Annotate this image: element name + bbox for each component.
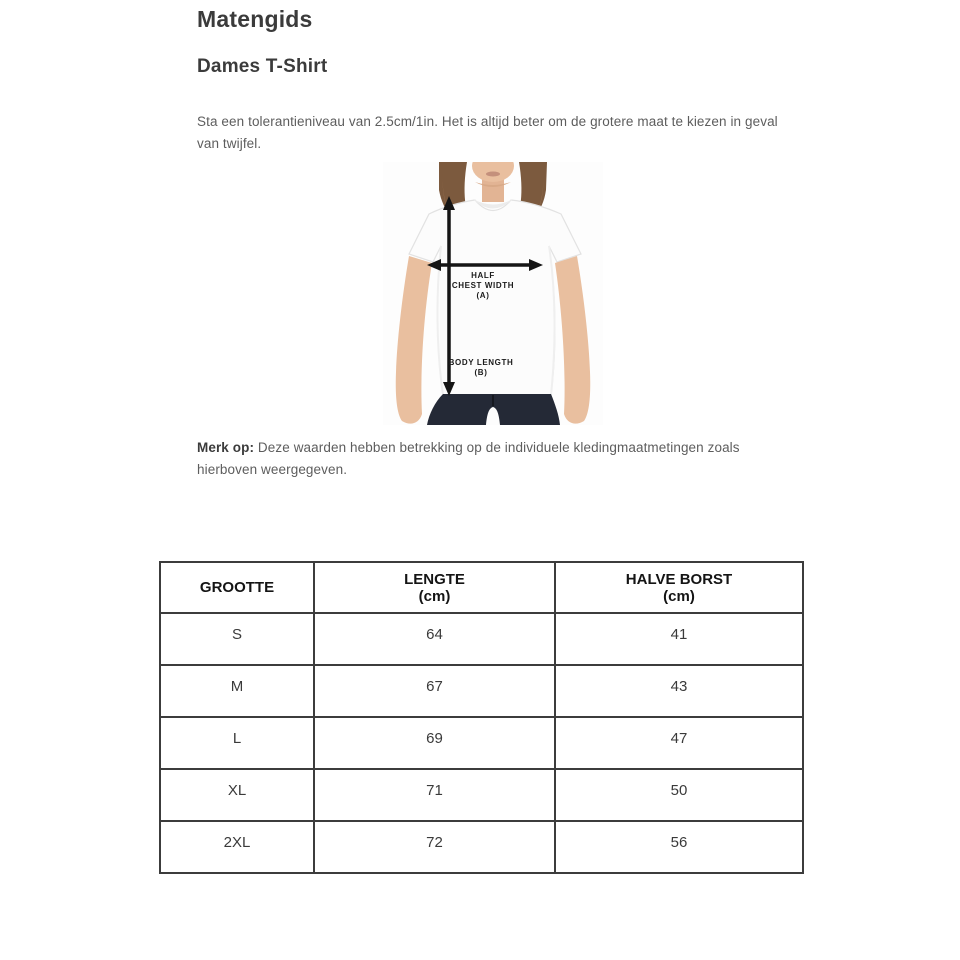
header-length xyxy=(314,562,555,613)
half-chest-cell: 50 xyxy=(555,769,803,821)
half-chest-label-line1: HALF xyxy=(471,271,495,280)
body-length-label-line1: BODY LENGTH xyxy=(448,358,514,367)
header-half-chest xyxy=(555,562,803,613)
measurement-diagram xyxy=(383,162,603,425)
length-cell: 64 xyxy=(314,613,555,665)
half-chest-cell: 41 xyxy=(555,613,803,665)
size-cell: L xyxy=(160,717,314,769)
header-half-chest-label: HALVE BORST xyxy=(625,570,733,588)
tshirt-measurement-illustration xyxy=(383,162,603,425)
length-cell: 69 xyxy=(314,717,555,769)
header-size xyxy=(160,562,314,613)
table-row xyxy=(160,665,803,717)
half-chest-label-line2: CHEST WIDTH xyxy=(451,281,515,290)
header-half-chest-unit: (cm) xyxy=(663,587,695,605)
note-label: Merk op: xyxy=(197,440,255,455)
product-name: Dames T-Shirt xyxy=(197,56,328,77)
note-paragraph xyxy=(197,437,775,481)
note-text: Deze waarden hebben betrekking op de individuele kledingmaatmetingen zoals hierboven weergegeven. xyxy=(197,440,740,477)
body-length-label-line2: (B) xyxy=(474,368,488,377)
size-cell: S xyxy=(160,613,314,665)
half-chest-cell: 43 xyxy=(555,665,803,717)
table-row xyxy=(160,821,803,873)
header-size-label: GROOTTE xyxy=(199,579,275,596)
size-cell: M xyxy=(160,665,314,717)
table-row xyxy=(160,717,803,769)
table-row xyxy=(160,613,803,665)
half-chest-label-line3: (A) xyxy=(476,291,490,300)
half-chest-cell: 47 xyxy=(555,717,803,769)
tolerance-paragraph: Sta een tolerantieniveau van 2.5cm/1in. Het is altijd beter om de grotere maat te kiezen in geval van twijfel. xyxy=(197,114,778,151)
table-row xyxy=(160,769,803,821)
half-chest-cell: 56 xyxy=(555,821,803,873)
size-cell: 2XL xyxy=(160,821,314,873)
size-table xyxy=(159,561,804,874)
header-length-unit: (cm) xyxy=(418,587,451,605)
table-header-row xyxy=(160,562,803,613)
length-cell: 72 xyxy=(314,821,555,873)
size-cell: XL xyxy=(160,769,314,821)
length-cell: 67 xyxy=(314,665,555,717)
header-length-label: LENGTE xyxy=(404,570,465,588)
length-cell: 71 xyxy=(314,769,555,821)
page-title: Matengids xyxy=(197,6,313,32)
